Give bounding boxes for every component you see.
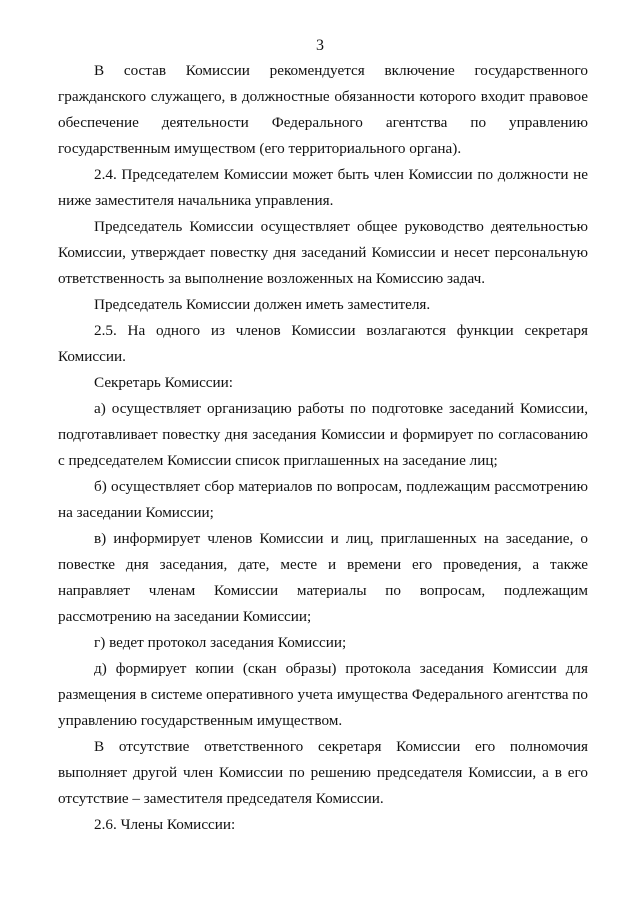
list-item-g: г) ведет протокол заседания Комиссии; xyxy=(94,634,347,651)
paragraph-2-6-members: 2.6. Члены Комиссии: xyxy=(94,816,236,833)
list-item-d: д) формирует копии (скан образы) протокола заседания Комиссии для размещения в системе оперативного учета имущества Федерального агентства по управлению государственным имуществом. xyxy=(58,660,588,729)
document-body xyxy=(58,58,588,838)
page-number: 3 xyxy=(316,37,324,54)
paragraph-chairman-duties: Председатель Комиссии осуществляет общее руководство деятельностью Комиссии, утверждает повестку дня заседаний Комиссии и несет персональную ответственность за выполнение возложенных на Комиссию задач. xyxy=(58,218,588,287)
list-item-a: а) осуществляет организацию работы по подготовке заседаний Комиссии, подготавливает повестку дня заседания Комиссии и формирует по согласованию с председателем Комиссии список приглашенных на заседание лиц; xyxy=(58,400,588,469)
paragraph-deputy-chairman: Председатель Комиссии должен иметь заместителя. xyxy=(94,296,431,313)
list-item-v: в) информирует членов Комиссии и лиц, приглашенных на заседание, о повестке дня заседания, дате, месте и времени его проведения, а также направляет членам Комиссии материалы по вопросам, подлежащим рассмотрению на заседании Комиссии; xyxy=(58,530,588,625)
paragraph-2-5-secretary: 2.5. На одного из членов Комиссии возлагаются функции секретаря Комиссии. xyxy=(58,322,588,365)
paragraph-commission-composition: В состав Комиссии рекомендуется включение государственного гражданского служащего, в должностные обязанности которого входит правовое обеспечение деятельности Федерального агентства по управлению государственным имуществом (его территориального органа). xyxy=(58,62,588,157)
list-item-b: б) осуществляет сбор материалов по вопросам, подлежащим рассмотрению на заседании Комиссии; xyxy=(58,478,588,521)
paragraph-2-4-chairman: 2.4. Председателем Комиссии может быть член Комиссии по должности не ниже заместителя начальника управления. xyxy=(58,166,588,209)
paragraph-secretary-absence: В отсутствие ответственного секретаря Комиссии его полномочия выполняет другой член Комиссии по решению председателя Комиссии, а в его отсутствие – заместителя председателя Комиссии. xyxy=(58,738,588,807)
paragraph-secretary-heading: Секретарь Комиссии: xyxy=(94,374,234,391)
